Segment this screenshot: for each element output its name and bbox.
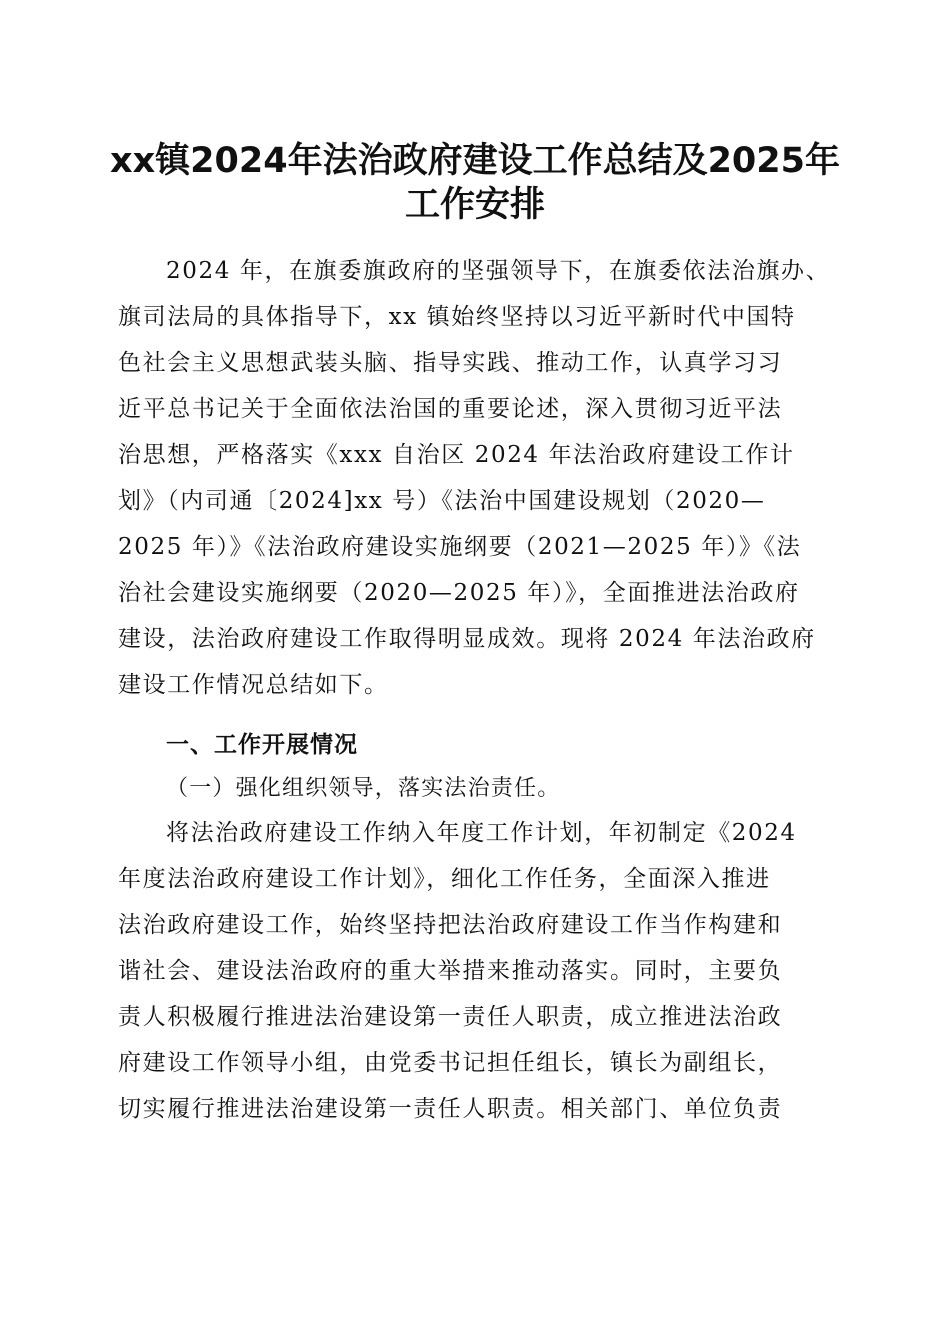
paragraph-2-line-7: 切实履行推进法治建设第一责任人职责。相关部门、单位负责: [118, 1096, 783, 1122]
document-title-line-1: xx镇2024年法治政府建设工作总结及2025年: [110, 141, 840, 181]
intro-line-9: 建设，法治政府建设工作取得明显成效。现将 2024 年法治政府: [118, 626, 816, 652]
intro-line-10: 建设工作情况总结如下。: [118, 672, 389, 698]
intro-line-1: 2024 年，在旗委旗政府的坚强领导下，在旗委依法治旗办、: [166, 258, 831, 284]
paragraph-2-line-1: 将法治政府建设工作纳入年度工作计划，年初制定《2024: [166, 820, 797, 846]
intro-line-4: 近平总书记关于全面依法治国的重要论述，深入贯彻习近平法: [118, 396, 783, 422]
paragraph-2-line-6: 府建设工作领导小组，由党委书记担任组长，镇长为副组长，: [118, 1050, 783, 1076]
subsection-1-heading: （一）强化组织领导，落实法治责任。: [166, 776, 561, 801]
intro-line-8: 治社会建设实施纲要（2020—2025 年）》，全面推进法治政府: [118, 580, 800, 606]
intro-line-5: 治思想，严格落实《xxx 自治区 2024 年法治政府建设工作计: [118, 442, 795, 468]
intro-line-6: 划》（内司通〔2024]xx 号）《法治中国建设规划（2020—: [118, 488, 766, 514]
section-1-heading: 一、工作开展情况: [166, 732, 358, 758]
intro-line-2: 旗司法局的具体指导下，xx 镇始终坚持以习近平新时代中国特: [118, 304, 796, 330]
document-title-line-2: 工作安排: [404, 185, 545, 225]
paragraph-2-line-4: 谐社会、建设法治政府的重大举措来推动落实。同时，主要负: [118, 958, 783, 984]
paragraph-2-line-2: 年度法治政府建设工作计划》，细化工作任务，全面深入推进: [118, 866, 771, 892]
paragraph-2-line-5: 责人积极履行推进法治建设第一责任人职责，成立推进法治政: [118, 1004, 783, 1030]
paragraph-2-line-3: 法治政府建设工作，始终坚持把法治政府建设工作当作构建和: [118, 912, 783, 938]
intro-line-7: 2025 年）》《法治政府建设实施纲要（2021—2025 年）》《法: [118, 534, 802, 560]
intro-line-3: 色社会主义思想武装头脑、指导实践、推动工作，认真学习习: [118, 350, 783, 376]
